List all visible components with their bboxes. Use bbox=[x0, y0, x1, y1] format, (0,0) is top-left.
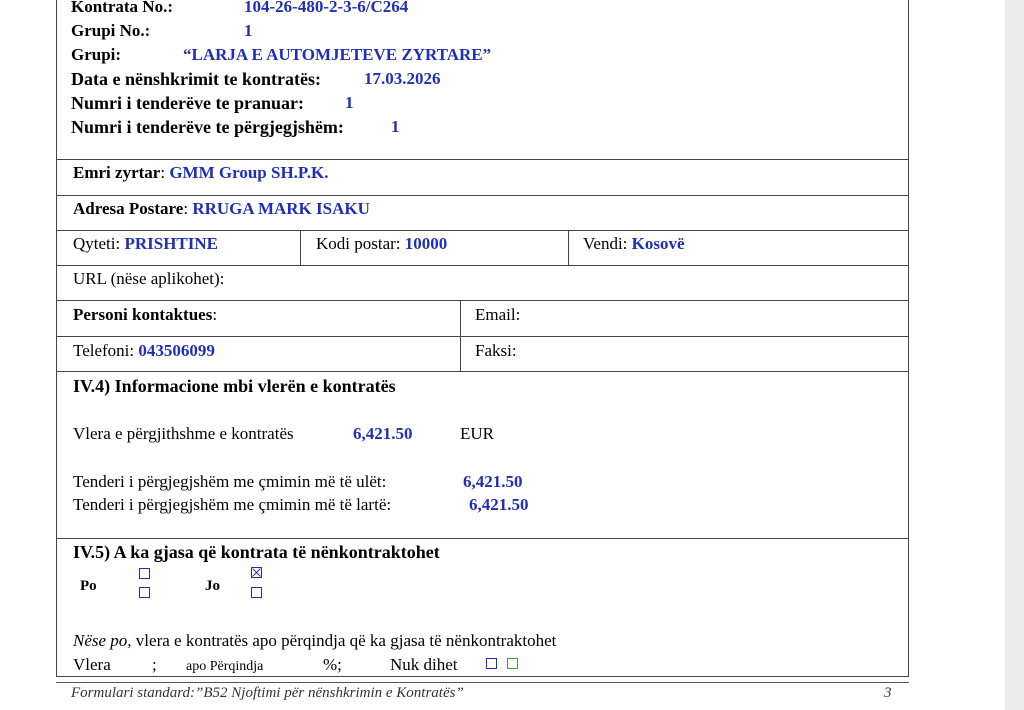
row-divider bbox=[56, 265, 909, 266]
total-value: 6,421.50 bbox=[353, 424, 413, 443]
cell-divider bbox=[460, 300, 461, 371]
footer-form-name: Formulari standard:”B52 Njoftimi për nënshkrimin e Kontratës” bbox=[71, 685, 464, 701]
highest-price-value: 6,421.50 bbox=[469, 495, 529, 514]
or-percent-label: apo Përqindja bbox=[186, 659, 264, 674]
highest-price-label: Tenderi i përgjegjshëm me çmimin më të lartë: bbox=[73, 495, 392, 514]
cell-divider bbox=[568, 230, 569, 265]
row-divider bbox=[56, 300, 909, 301]
fax-label: Faksi: bbox=[475, 341, 517, 360]
group-no-value: 1 bbox=[244, 21, 253, 40]
phone-label: Telefoni: bbox=[73, 341, 135, 360]
if-yes-italic: Nëse po, bbox=[73, 631, 132, 650]
percent-suffix: %; bbox=[323, 655, 342, 674]
value-label: Vlera bbox=[73, 655, 111, 674]
value-semicolon: ; bbox=[152, 655, 157, 674]
table-bottom-border bbox=[56, 676, 909, 677]
tenders-responsive-label: Numri i tenderëve te përgjegjshëm: bbox=[71, 117, 344, 137]
group-value: “LARJA E AUTOMJETEVE ZYRTARE” bbox=[183, 45, 492, 64]
yes-label: Po bbox=[80, 578, 97, 594]
contract-no-value: 104-26-480-2-3-6/C264 bbox=[244, 0, 409, 16]
official-name-label: Emri zyrtar bbox=[73, 163, 161, 182]
currency: EUR bbox=[460, 424, 494, 443]
phone-value: 043506099 bbox=[138, 341, 215, 360]
section-iv4-title: IV.4) Informacione mbi vlerën e kontratës bbox=[73, 376, 396, 396]
unknown-label: Nuk dihet bbox=[390, 655, 458, 674]
unknown-checkbox-green[interactable] bbox=[507, 658, 518, 669]
no-checkbox-checked[interactable] bbox=[251, 567, 262, 578]
contact-person-cell: Personi kontaktues: bbox=[73, 305, 218, 324]
tenders-responsive-value: 1 bbox=[391, 117, 400, 136]
lowest-price-value: 6,421.50 bbox=[463, 472, 523, 491]
page-number: 3 bbox=[884, 685, 892, 701]
city-cell bbox=[73, 234, 218, 254]
row-divider bbox=[56, 230, 909, 231]
city-value: PRISHTINE bbox=[124, 234, 218, 253]
unknown-checkbox[interactable] bbox=[486, 658, 497, 669]
group-no-label: Grupi No.: bbox=[71, 21, 151, 40]
country-value: Kosovë bbox=[631, 234, 685, 253]
vertical-scrollbar[interactable] bbox=[1005, 0, 1024, 710]
row-divider bbox=[56, 538, 909, 539]
no-label: Jo bbox=[205, 578, 220, 594]
tenders-received-value: 1 bbox=[345, 93, 354, 112]
yes-checkbox-1[interactable] bbox=[139, 568, 150, 579]
sign-date-value: 17.03.2026 bbox=[364, 69, 441, 88]
postal-address-value: RRUGA MARK ISAKU bbox=[192, 199, 370, 218]
postal-code-value: 10000 bbox=[404, 234, 448, 253]
total-value-label: Vlera e përgjithshme e kontratës bbox=[73, 424, 294, 443]
postal-code-label: Kodi postar: bbox=[316, 234, 401, 253]
postal-code-cell bbox=[316, 234, 447, 254]
sign-date-label: Data e nënshkrimit te kontratës: bbox=[71, 69, 321, 89]
row-divider bbox=[56, 371, 909, 372]
postal-address-label: Adresa Postare bbox=[73, 199, 184, 218]
contact-person-label: Personi kontaktues bbox=[73, 305, 213, 324]
if-yes-line bbox=[73, 631, 556, 651]
tenders-received-label: Numri i tenderëve te pranuar: bbox=[71, 93, 304, 113]
lowest-price-label: Tenderi i përgjegjshëm me çmimin më të ulët: bbox=[73, 472, 387, 491]
email-label: Email: bbox=[475, 305, 521, 324]
row-divider bbox=[56, 336, 909, 337]
official-name-row: Emri zyrtar: GMM Group SH.P.K. bbox=[73, 163, 329, 182]
row-divider bbox=[56, 195, 909, 196]
yes-checkbox-2[interactable] bbox=[139, 587, 150, 598]
group-label: Grupi: bbox=[71, 45, 122, 64]
if-yes-rest: vlera e kontratës apo përqindja që ka gjasa të nënkontraktohet bbox=[131, 631, 557, 650]
footer-rule bbox=[56, 682, 909, 683]
contract-no-label: Kontrata No.: bbox=[71, 0, 173, 16]
row-divider bbox=[56, 159, 909, 160]
url-label: URL (nëse aplikohet): bbox=[73, 269, 225, 288]
no-checkbox-2[interactable] bbox=[251, 587, 262, 598]
section-iv5-title: IV.5) A ka gjasa që kontrata të nënkontraktohet bbox=[73, 542, 440, 562]
official-name-value: GMM Group SH.P.K. bbox=[169, 163, 329, 182]
postal-address-row: Adresa Postare: RRUGA MARK ISAKU bbox=[73, 199, 370, 218]
phone-cell bbox=[73, 341, 215, 361]
country-label: Vendi: bbox=[583, 234, 628, 253]
cell-divider bbox=[300, 230, 301, 265]
country-cell bbox=[583, 234, 685, 254]
city-label: Qyteti: bbox=[73, 234, 121, 253]
